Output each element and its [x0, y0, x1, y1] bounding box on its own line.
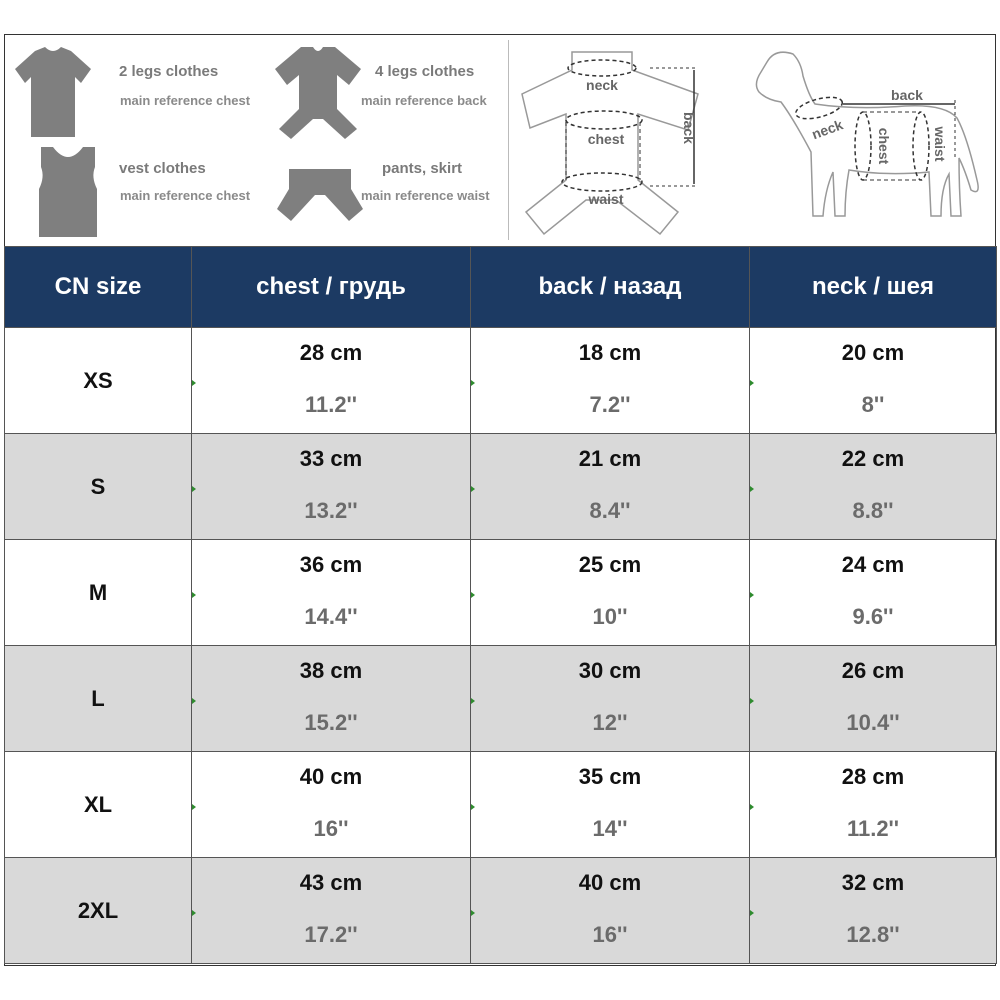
table-header-row: [5, 247, 997, 328]
legend-two-legs-title: 2 legs clothes: [119, 63, 219, 80]
size-label: L: [5, 646, 192, 752]
back-cell: [471, 328, 750, 434]
chest-inch-value: 17.2'': [304, 922, 358, 947]
garment-diagram: [520, 40, 720, 240]
cell-marker-icon: [192, 380, 196, 386]
neck-cm-value: 32 cm: [841, 870, 905, 895]
back-cm-value: 30 cm: [578, 658, 642, 683]
garment-neck-label: neck: [586, 77, 618, 93]
neck-inch-value: 10.4'': [846, 710, 900, 735]
neck-cm-value: 22 cm: [841, 446, 905, 471]
back-cm-value: 40 cm: [578, 870, 642, 895]
legend-pants-sub: main reference waist: [361, 188, 490, 203]
chest-cm-value: 28 cm: [299, 340, 363, 365]
garment-chest-label: chest: [587, 131, 625, 147]
measurement-guide: [5, 35, 995, 245]
cell-marker-icon: [471, 698, 475, 704]
tshirt-icon: [13, 45, 93, 140]
neck-cm-value: 20 cm: [841, 340, 905, 365]
size-table: [4, 246, 997, 964]
neck-inch-value: 11.2'': [846, 816, 900, 841]
chest-cell: [192, 858, 471, 964]
chest-cell: [192, 752, 471, 858]
cell-marker-icon: [750, 804, 754, 810]
neck-cell: [750, 434, 997, 540]
neck-cm-value: 26 cm: [841, 658, 905, 683]
legend-two-legs-sub: main reference chest: [120, 93, 251, 108]
dog-neck-label: neck: [809, 116, 846, 143]
back-cm-value: 21 cm: [578, 446, 642, 471]
back-cell: [471, 540, 750, 646]
cell-marker-icon: [750, 910, 754, 916]
legend-four-legs-sub: main reference back: [361, 93, 487, 108]
cell-marker-icon: [192, 910, 196, 916]
table-row: [5, 752, 997, 858]
back-inch-value: 16'': [592, 922, 628, 947]
chest-cell: [192, 328, 471, 434]
table-row: [5, 434, 997, 540]
neck-cell: [750, 646, 997, 752]
back-cell: [471, 858, 750, 964]
chest-cell: [192, 434, 471, 540]
illustration-divider: [508, 40, 509, 240]
vest-icon: [33, 145, 103, 240]
table-row: [5, 328, 997, 434]
cell-marker-icon: [471, 804, 475, 810]
legend-vest-title: vest clothes: [119, 160, 206, 177]
back-inch-value: 7.2'': [589, 392, 631, 417]
size-label: 2XL: [5, 858, 192, 964]
dog-chest-label: chest: [876, 127, 892, 165]
table-row: [5, 858, 997, 964]
cell-marker-icon: [750, 486, 754, 492]
garment-waist-label: waist: [588, 191, 624, 207]
back-inch-value: 10'': [592, 604, 628, 629]
neck-cell: [750, 540, 997, 646]
four-legs-garment-icon: [273, 45, 363, 140]
cell-marker-icon: [750, 592, 754, 598]
chest-cell: [192, 540, 471, 646]
size-label: XL: [5, 752, 192, 858]
dog-waist-label: waist: [932, 126, 948, 162]
pants-icon: [275, 165, 365, 225]
legend-four-legs-title: 4 legs clothes: [375, 63, 475, 80]
table-row: [5, 646, 997, 752]
cell-marker-icon: [471, 486, 475, 492]
neck-cm-value: 24 cm: [841, 552, 905, 577]
header-chest: chest / грудь: [192, 247, 471, 328]
chest-inch-value: 11.2'': [304, 392, 358, 417]
header-size: CN size: [5, 247, 192, 328]
cell-marker-icon: [192, 804, 196, 810]
chest-inch-value: 15.2'': [304, 710, 358, 735]
chest-inch-value: 13.2'': [304, 498, 358, 523]
back-cm-value: 18 cm: [578, 340, 642, 365]
cell-marker-icon: [471, 592, 475, 598]
chest-cell: [192, 646, 471, 752]
neck-inch-value: 8'': [861, 392, 885, 417]
cell-marker-icon: [192, 592, 196, 598]
table-row: [5, 540, 997, 646]
back-cell: [471, 434, 750, 540]
back-cm-value: 25 cm: [578, 552, 642, 577]
cell-marker-icon: [471, 380, 475, 386]
garment-back-label: back: [681, 112, 697, 144]
chest-inch-value: 14.4'': [304, 604, 358, 629]
cell-marker-icon: [471, 910, 475, 916]
back-cm-value: 35 cm: [578, 764, 642, 789]
header-neck: neck / шея: [750, 247, 997, 328]
neck-inch-value: 12.8'': [846, 922, 900, 947]
chest-cm-value: 38 cm: [299, 658, 363, 683]
size-label: M: [5, 540, 192, 646]
chest-cm-value: 40 cm: [299, 764, 363, 789]
cell-marker-icon: [192, 698, 196, 704]
neck-inch-value: 9.6'': [852, 604, 894, 629]
back-inch-value: 12'': [592, 710, 628, 735]
cell-marker-icon: [750, 380, 754, 386]
neck-cell: [750, 858, 997, 964]
back-cell: [471, 646, 750, 752]
neck-inch-value: 8.8'': [852, 498, 894, 523]
back-cell: [471, 752, 750, 858]
legend-vest-sub: main reference chest: [120, 188, 251, 203]
back-inch-value: 8.4'': [589, 498, 631, 523]
neck-cell: [750, 752, 997, 858]
cell-marker-icon: [192, 486, 196, 492]
chest-cm-value: 36 cm: [299, 552, 363, 577]
back-inch-value: 14'': [592, 816, 628, 841]
neck-cm-value: 28 cm: [841, 764, 905, 789]
chest-inch-value: 16'': [313, 816, 349, 841]
size-label: XS: [5, 328, 192, 434]
neck-cell: [750, 328, 997, 434]
legend-pants-title: pants, skirt: [382, 160, 463, 177]
cell-marker-icon: [750, 698, 754, 704]
chest-cm-value: 33 cm: [299, 446, 363, 471]
dog-back-label: back: [891, 87, 923, 103]
chest-cm-value: 43 cm: [299, 870, 363, 895]
size-label: S: [5, 434, 192, 540]
dog-diagram: [745, 40, 990, 240]
header-back: back / назад: [471, 247, 750, 328]
